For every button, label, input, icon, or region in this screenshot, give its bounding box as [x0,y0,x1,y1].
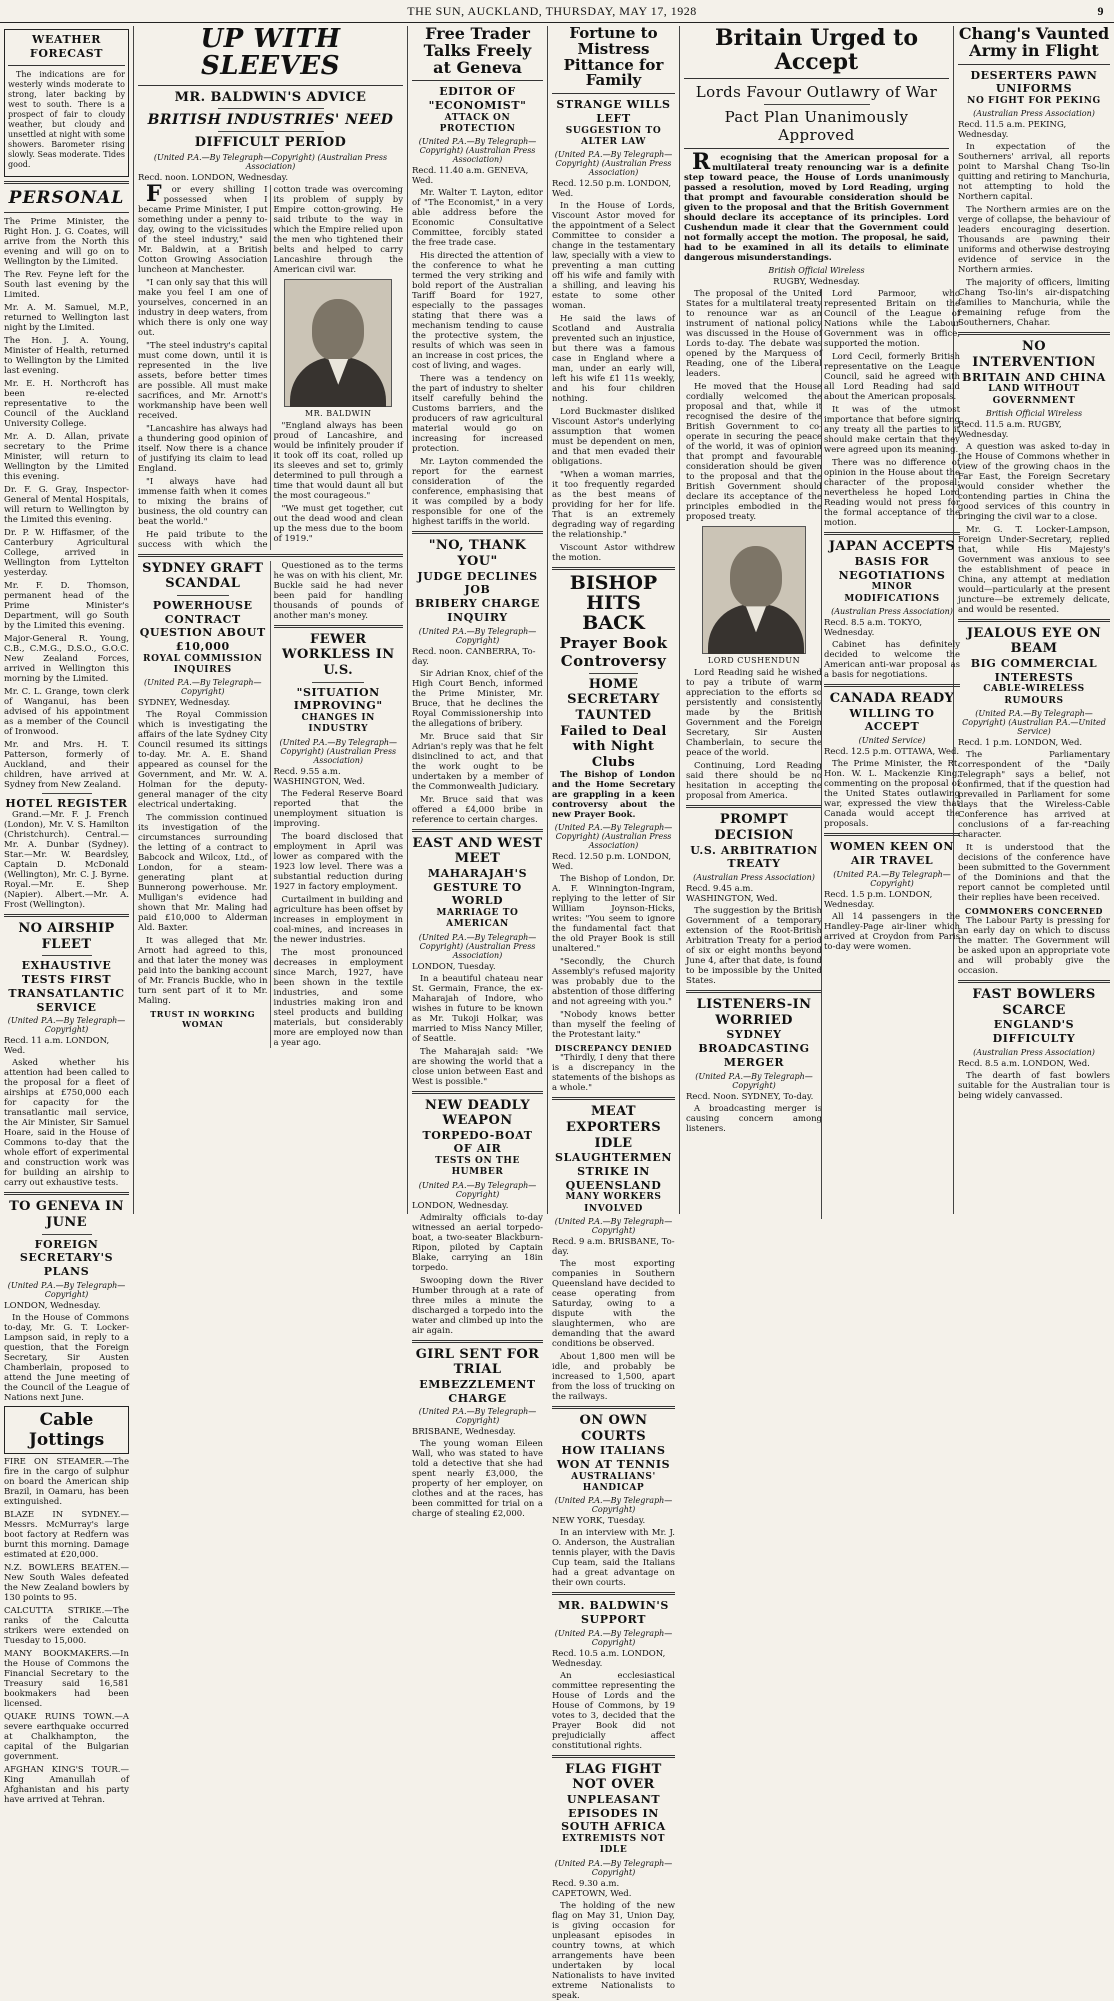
courts-headline: ON OWN COURTS [579,1412,648,1444]
weapon-headline: NEW DEADLY WEAPON [424,1097,531,1129]
japan-subhead: BASIS FOR NEGOTIATIONS [838,554,946,582]
arbitration-subhead: U.S. ARBITRATION TREATY [690,843,818,871]
listeners-dateline: Recd. Noon. SYDNEY, To-day. [686,1091,814,1102]
arbitration-byline: (Australian Press Association) [693,873,815,883]
graft-paragraph: It was alleged that Mr. Arnott had agreed to this, and that later the money was paid into the banking account of Mr. Francis Buckle, who in turn sent part of it to Mr. Maling. [138,936,268,1007]
bishop-paragraph: The Bishop of London, Dr. A. F. Winnington-Ingram, replying to the letter of Sir William Joynson-Hicks, writes: "You seem to ignore the fundamental fact that the old Prayer Book is still unaltered." [552,874,675,955]
bowlers-dateline: Recd. 8.5 a.m. LONDON, Wed. [958,1058,1090,1069]
intervention-subhead: BRITAIN AND CHINA [962,370,1106,384]
beam-paragraph: The Parliamentary correspondent of the "Daily Telegraph" says a belief, not confirmed, that if the question had prevailed in Parliament for some days that the Wireless-Cable Conference has arrived at conclusions of a far-reaching character. [958,749,1110,840]
listeners-paragraph: A broadcasting merger is causing concern among listeners. [686,1103,822,1134]
workless-subhead-2: CHANGES IN INDUSTRY [301,713,375,735]
column-6 [954,26,1114,1214]
intervention-headline: NO INTERVENTION [972,339,1096,370]
col2-lower [138,561,403,1048]
britain-subhead: Lords Favour Outlawry of War [695,83,938,102]
sleeves-paragraph: He paid tribute to the success with which the cotton trade was overcoming its problem of supply by Empire cotton-growing. He said tribute to the way in which the Empire relied upon the men who tightened their belts and helped to carry Lancashire through the American civil war. [138,184,403,550]
nothanks-paragraph: Sir Adrian Knox, chief of the High Court Bench, informed the Prime Minister, Mr. Bruce, that he declines the Royal Commissionership into the allegations of bribery. [412,668,543,729]
eastwest-subhead: MAHARAJAH'S GESTURE TO WORLD [427,866,528,908]
personal-item: Mr. and Mrs. H. T. Patterson, formerly of Auckland, and their children, have arrived at Sydney from New Zealand. [4,739,129,790]
britain-paragraph: He moved that the House cordially welcomed the proposal and that, while it recognised the desire of the British Government to co-operate in securing the peace of the world, it was of opinion that prompt and favourable consideration should be given to the proposal and that the British Government should declare its acceptance of the principles embodied in the proposed treaty. [686,382,822,523]
meat-paragraph: The most exporting companies in Southern Queensland have decided to cease operating from Saturday, owing to a dispute with the slaughtermen, who are demanding that the award conditions be observed. [552,1258,675,1349]
women-byline: (United P.A.—By Telegraph—Copyright) [833,869,951,888]
beam-headline: JEALOUS EYE ON BEAM [966,625,1102,657]
masthead-title: THE SUN, AUCKLAND, THURSDAY, MAY 17, 1928 [407,3,697,18]
meat-byline: (United P.A.—By Telegraph—Copyright) [554,1216,673,1235]
sleeves-byline: (United P.A.—By Telegraph—Copyright) (Australian Press Association) [153,152,388,171]
britain-dateline: RUGBY, Wednesday. [773,277,860,288]
personal-item: The Hon. J. A. Young, Minister of Health, returned to Wellington by the Limited last evening. [4,335,129,376]
flag-subhead-2: EXTREMISTS NOT IDLE [561,1834,666,1856]
bishop-headline: BISHOP HITS BACK [569,572,658,634]
graft-subhead-3: ROYAL COMMISSION INQUIRES [143,653,263,676]
airship-headline: NO AIRSHIP FLEET [18,921,115,952]
sleeves-paragraph: "I can only say that this will make you feel I am one of yourselves, concerned in an industry in deep waters, from which there is only one way out. [138,277,268,338]
britain-lead: Recognising that the American proposal for a multilateral treaty renouncing war is a definite step toward peace, the House of Lords unanimously passed a resolution, moved by Lord Reading, urging that prompt and favourable consideration should be given to the proposal and that the British Government should declare its acceptance of its principles. Lord Cushendun made it clear that the Government could not formally accept the motion. The proposal, he said, had to be examined in all its details to eliminate dangerous misunderstandings. [684,149,949,264]
intervention-wire: British Official Wireless [985,408,1083,418]
airship-subhead-2: TRANSATLANTIC SERVICE [8,986,125,1014]
chang-paragraph: The majority of officers, limiting Chang Tso-lin's air-dispatching families to Manchuria, while the remaining refuge from the Southerners, Chahar. [958,278,1110,329]
hotel-headline: HOTEL REGISTER [5,796,128,810]
sleeves-subhead-2: BRITISH INDUSTRIES' NEED [147,112,394,129]
column-1 [0,26,134,1805]
canada-paragraph: The Prime Minister, the Rt. Hon. W. L. Mackenzie King, commenting on the proposal of the United States outlawing war, expressed the view that Canada would accept the proposals. [824,759,960,830]
flag-headline: FLAG FIGHT NOT OVER [565,1761,662,1793]
airship-subhead: EXHAUSTIVE TESTS FIRST [21,959,112,987]
workless-paragraph: Curtailment in building and agriculture has been offset by increases in employment in coal-mines, and increases in the newer industries. [273,894,403,945]
japan-subhead-2: MINOR MODIFICATIONS [844,582,940,604]
weapon-paragraph: Admiralty officials to-day witnessed an aerial torpedo-boat, a two-seater Blackburn-Ripon, piloted by Captain Blake, carrying an 18in torpedo. [412,1212,543,1273]
fortune-paragraph: Lord Buckmaster disliked Viscount Astor's underlying assumption that women must be dependent on men, and that men evaded their obligations. [552,407,675,467]
intervention-dateline: Recd. 11.5 a.m. RUGBY, Wednesday. [958,419,1062,440]
cushendun-caption: LORD CUSHENDUN [707,656,801,666]
personal-item: Dr. F. G. Gray, Inspector-General of Mental Hospitals, will return to Wellington by the Limited this evening. [4,484,129,525]
geneva-headline: TO GENEVA IN JUNE [9,1199,124,1231]
woman-paragraph: Questioned as to the terms he was on with his client, Mr. Buckle said he had never been paid for handling thousands of pounds of another man's money. [273,560,403,621]
courts-subhead-2: AUSTRALIANS' HANDICAP [571,1471,656,1493]
bishop-lead: The Bishop of London and the Home Secretary are grappling in a keen controversy about the new Prayer Book. [552,770,675,821]
page-number: 9 [1097,3,1104,18]
jotting-item: FIRE ON STEAMER.—The fire in the cargo of sulphur on board the American ship Brazil, in Oamaru, has been extinguished. [4,1456,129,1507]
personal-list [4,217,129,790]
meat-paragraph: About 1,800 men will be idle, and probably be increased to 1,500, apart from the loss of trucking on the railways. [552,1351,675,1402]
girl-subhead: EMBEZZLEMENT CHARGE [419,1377,536,1405]
bishop-subhead-3: Failed to Deal with Night Clubs [560,723,667,770]
listeners-byline: (United P.A.—By Telegraph—Copyright) [695,1071,813,1090]
britain-subhead-2: Pact Plan Unanimously Approved [724,108,909,145]
weapon-subhead-2: TESTS ON THE HUMBER [435,1156,520,1178]
eastwest-subhead-2: MARRIAGE TO AMERICAN [436,908,519,930]
workless-paragraph: The board disclosed that employment in April was lower as compared with the 1923 low level. There was a substantial reduction during 1927 in factory employment. [273,831,403,892]
jotting-item: BLAZE IN SYDNEY.—Messrs. McMurray's large boot factory at Redfern was burnt this morning. Damage estimated at £20,000. [4,1509,129,1560]
geneva-trade-subhead-2: ATTACK ON PROTECTION [439,112,516,135]
geneva-trade-paragraph: Mr. Walter T. Layton, editor of "The Economist," in a very able address before the Economic Consultative Committee, forcibly stated the free trade case. [412,188,543,249]
meat-subhead-2: MANY WORKERS INVOLVED [565,1192,662,1214]
geneva-trade-dateline: Recd. 11.40 a.m. GENEVA, Wed. [412,166,529,187]
geneva-trade-paragraph: His directed the attention of the conference to what he termed the very striking and bold report of the Australian Tariff Board for 1927, especially to the passages stating that there was a mechanism tending to cause the protective system, the results of which was seen in an increase in cost prices, the cost of living, and wages. [412,251,543,372]
britain-paragraph: Continuing, Lord Reading said there should be no hesitation in accepting the proposal from America. [686,761,822,802]
bowlers-byline: (Australian Press Association) [973,1047,1095,1057]
fortune-paragraph: Viscount Astor withdrew the motion. [552,543,675,563]
nothanks-subhead-2: BRIBERY CHARGE INQUIRY [415,597,540,624]
weapon-subhead: TORPEDO-BOAT OF AIR [422,1128,533,1156]
workless-byline: (United P.A.—By Telegraph—Copyright) (Australian Press Association) [279,737,397,765]
chang-byline: (Australian Press Association) [973,109,1095,119]
graft-byline: (United P.A.—By Telegraph—Copyright) [144,678,262,697]
women-headline: WOMEN KEEN ON AIR TRAVEL [829,840,955,867]
fortune-paragraph: In the House of Lords, Viscount Astor moved for the appointment of a Select Committee to consider a change in the testamentary law, specially with a view to preventing a man cutting off his wife and family with a shilling, and leaving his estate to some other woman. [552,201,675,311]
column-3 [408,24,548,1520]
jotting-item: CALCUTTA STRIKE.—The ranks of the Calcutta strikers were extended on Tuesday to 15,000. [4,1605,129,1646]
column-4 [548,24,680,2001]
personal-item: Mr. F. D. Thomson, permanent head of the Prime Minister's Department, will go South by the Limited this evening. [4,580,129,631]
bowlers-headline: FAST BOWLERS SCARCE [972,986,1096,1018]
britain-paragraph: It was of the utmost importance that before signing any treaty all the parties to it should make certain that they were agreed upon its meaning. [824,405,960,456]
workless-paragraph: The Federal Reserve Board reported that the unemployment situation is improving. [273,788,403,829]
nothanks-subhead: JUDGE DECLINES JOB [417,569,538,597]
flag-paragraph: The holding of the new flag on May 31, Union Day, is giving occasion for unpleasant episodes in country towns, at which arrangements have been undertaken by local Nationalists to have invited extreme Nationalists to speak. [552,1900,675,2001]
geneva-byline: (United P.A.—By Telegraph—Copyright) [7,1280,126,1299]
flag-dateline: Recd. 9.30 a.m. CAPETOWN, Wed. [552,1878,632,1899]
listeners-headline: LISTENERS-IN WORRIED [696,997,812,1028]
courts-byline: (United P.A.—By Telegraph—Copyright) [554,1496,673,1515]
graft-dateline: SYDNEY, Wednesday. [138,698,231,709]
bishop-paragraph: "Secondly, the Church Assembly's refused majority was probably due to the abstention of those differing and not agreeing with you." [552,957,675,1008]
sleeves-subhead-3: DIFFICULT PERIOD [194,135,347,151]
sleeves-paragraph: "We must get together, cut out the dead wood and clean up the mess due to the boom of 1919." [273,503,403,544]
nothanks-paragraph: Mr. Bruce said that Sir Adrian's reply was that he felt disinclined to act, and that the work ought to be undertaken by a member of the Commonwealth Judiciary. [412,731,543,792]
girl-byline: (United P.A.—By Telegraph—Copyright) [418,1407,537,1426]
sleeves-subhead: MR. BALDWIN'S ADVICE [174,89,367,105]
workless-subhead: "SITUATION IMPROVING" [293,685,383,713]
fortune-subhead-2: SUGGESTION TO ALTER LAW [565,125,662,147]
commoners-subhead: COMMONERS CONCERNED [964,905,1104,916]
fortune-paragraph: He said the laws of Scotland and Australia prevented such an injustice, but there was a famous case in England where a man, under an early will, left his wife £1 11s weekly, and his four children nothing. [552,314,675,404]
nothanks-dateline: Recd. noon. CANBERRA, To-day. [412,646,536,667]
jottings-headline: Cable Jottings [28,1409,105,1450]
arbitration-paragraph: The suggestion by the British Government of a temporary extension of the Root-British Arbitration Treaty for a period of six or eight months beyond June 4, after that date, is found to be impossible by the United States. [686,906,822,987]
eastwest-paragraph: In a beautiful chateau near St. Germain, France, the ex-Maharajah of Indore, who wishes in future to be known as Mr. Tukoji Holkar, was married to Miss Nancy Miller, of Seattle. [412,973,543,1044]
weather-body: The indications are for westerly winds moderate to strong, later backing by west to south. There is a prospect of fair to cloudy weather, but cloudy and unsettled at night with some showers. Barometer rising slowly. Seas moderate. Tides good. [8,69,125,169]
nothanks-byline: (United P.A.—By Telegraph—Copyright) [418,626,537,645]
geneva-body: In the House of Commons to-day, Mr. G. T. Locker-Lampson said, in reply to a question, that the Foreign Secretary, Sir Austen Chamberlain, proposed to attend the June meeting of the Council of the League of Nations next June. [4,1312,129,1403]
discrepancy-paragraph: "Thirdly, I deny that there is a discrepancy in the statements of the bishops as a whole." [552,1053,675,1094]
britain-paragraph: Lord Parmoor, who represented Britain on the Council of the League of Nations while the Labour Government was in office, supported the motion. [824,289,960,350]
weather-headline: WEATHER FORECAST [29,33,104,60]
graft-subhead: POWERHOUSE CONTRACT [152,598,253,626]
sleeves-paragraph: "I always have had immense faith when it comes to mixing the brains of business, the old country can beat the world." [138,476,268,527]
graft-paragraph: The Royal Commission which is investigating the affairs of the late Sydney City Council resumed its sittings to-day. Mr. A. E. Shand appeared as counsel for the Government, and Mr. W. A. Holman for the deputy-general manager of the city electrical undertaking. [138,710,268,811]
britain-column-a [684,289,824,1219]
cushendun-portrait [702,526,806,654]
japan-byline: (Australian Press Association) [831,606,953,616]
workless-headline: FEWER WORKLESS IN U.S. [282,631,395,678]
geneva-dateline: LONDON, Wednesday. [4,1300,101,1311]
discrepancy-subhead: DISCREPANCY DENIED [554,1043,673,1054]
britain-paragraph: Lord Reading said he wished to pay a tribute of warm appreciation to the efforts so persistently and consistently made by the British Government and the Foreign Secretary, Sir Austen Chamberlain, to secure the peace of the world. [686,668,822,759]
workless-dateline: Recd. 9.55 a.m. WASHINGTON, Wed. [273,766,365,787]
weapon-paragraph: Swooping down the River Humber through at a rate of three miles a minute the discharged a torpedo into the water and climbed up into the air again. [412,1275,543,1336]
graft-paragraph: The commission continued its investigation of the circumstances surrounding the letting of a contract to Babcock and Wilcox, Ltd., of London, for a steam-generating plant at Bunnerong powerhouse. Mr. Mulligan's evidence had shown that Mr. Maling had paid £10,000 to Alderman Ald. Baxter. [138,813,268,934]
beam-subhead: BIG COMMERCIAL INTERESTS [970,656,1098,684]
personal-item: Mr. C. L. Grange, town clerk of Wanganui, has been advised of his appointment as a member of the Council of Ironwood. [4,686,129,737]
courts-paragraph: In an interview with Mr. J. O. Anderson, the Australian tennis player, with the Davis Cup team, said the Italians had a great advantage on their own courts. [552,1528,675,1589]
beam-subhead-2: CABLE-WIRELESS RUMOURS [983,684,1085,706]
graft-headline: SYDNEY GRAFT SCANDAL [142,560,264,592]
canada-subhead: WILLING TO ACCEPT [849,706,935,734]
flag-subhead: UNPLEASANT EPISODES IN SOUTH AFRICA [561,1792,666,1834]
personal-item: Mr. E. H. Northcroft has been re-elected representative to the Council of the Auckland University College. [4,378,129,429]
britain-paragraph: The proposal of the United States for a multilateral treaty to renounce war as an instrument of national policy was discussed in the House of Lords to-day. The debate was opened by the Marquess of Reading, one of the Liberal leaders. [686,289,822,380]
eastwest-byline: (United P.A.—By Telegraph—Copyright) (Australian Press Association) [418,932,537,960]
chang-subhead-2: NO FIGHT FOR PEKING [967,96,1101,107]
personal-item: The Rev. Feyne left for the South last evening by the Limited. [4,269,129,300]
baldwin-caption: MR. BALDWIN [304,408,372,418]
airship-byline: (United P.A.—By Telegraph—Copyright) [7,1016,126,1035]
airship-body: Asked whether his attention had been called to the proposal for a fleet of airships at £750,000 each for capacity for the transatlantic mail service, the Air Minister, Sir Samuel Hoare, said in the House of Commons to-day that the whole effort of experimental and construction work was for building an airship to carry out exhaustive tests. [4,1058,129,1189]
courts-dateline: NEW YORK, Tuesday. [552,1516,646,1527]
geneva-trade-subhead: EDITOR OF "ECONOMIST" [428,85,527,113]
girl-headline: GIRL SENT FOR TRIAL [415,1346,540,1378]
britain-headline: Britain Urged to Accept [714,25,918,76]
nothanks-headline: "NO, THANK YOU" [428,538,527,569]
jotting-item: AFGHAN KING'S TOUR.—King Amanullah of Afghanistan and his party have arrived at Tehran. [4,1764,129,1805]
column-2 [134,26,408,1214]
nothanks-paragraph: Mr. Bruce said that was offered a £4,000 bribe in reference to certain charges. [412,794,543,825]
jotting-item: MANY BOOKMAKERS.—In the House of Commons the Financial Secretary to the Treasury said 16,581 bookmakers had been licensed. [4,1648,129,1709]
geneva-subhead: FOREIGN SECRETARY'S PLANS [19,1237,114,1279]
beam-dateline: Recd. 1 p.m. LONDON, Wed. [958,737,1083,748]
chang-subhead: DESERTERS PAWN UNIFORMS [970,68,1098,96]
canada-byline: (United Service) [858,736,926,746]
women-dateline: Recd. 1.5 p.m. LONDON, Wednesday. [824,889,933,910]
sleeves-paragraph: "England always has been proud of Lancashire, and would be infinitely prouder if it took off its coat, rolled up its sleeves and set to, grimly determined to pull through a time that would daunt all but the most courageous." [273,420,403,501]
eastwest-paragraph: The Maharajah said: "We are showing the world that a close union between East and West is possible." [412,1046,543,1087]
weather-box [4,29,129,177]
canada-headline: CANADA READY [829,690,955,706]
eastwest-headline: EAST AND WEST MEET [412,835,543,867]
arbitration-headline: PROMPT DECISION [714,812,794,843]
bowlers-subhead: ENGLAND'S DIFFICULTY [992,1018,1076,1045]
jotting-item: QUAKE RUINS TOWN.—A severe earthquake occurred at Chalkhampton, the capital of the Bulgarian government. [4,1711,129,1762]
eastwest-dateline: LONDON, Tuesday. [412,961,496,972]
sleeves-headline: UP WITH SLEEVES [200,24,341,82]
arbitration-dateline: Recd. 9.45 a.m. WASHINGTON, Wed. [686,884,778,905]
personal-item: Dr. P. W. Hiffasmer, of the Canterbury Agricultural College, arrived in Wellington from Lyttelton yesterday. [4,527,129,578]
fortune-dateline: Recd. 12.50 p.m. LONDON, Wed. [552,179,672,199]
chang-dateline: Recd. 11.5 a.m. PEKING, Wednesday. [958,120,1067,141]
canada-dateline: Recd. 12.5 p.m. OTTAWA, Wed. [824,747,960,758]
sleeves-paragraph: "The steel industry's capital must come down, until it is represented in the live assets, before better times are possible. All must make sacrifices, and Mr. Arnott's workmanship have been well received. [138,340,268,421]
support-byline: (United P.A.—By Telegraph—Copyright) [554,1628,673,1647]
masthead [0,0,1114,23]
women-paragraph: All 14 passengers in the Handley-Page air-liner which arrived at Croydon from Paris to-day were women. [824,911,960,952]
bishop-subhead: Prayer Book Controversy [559,633,668,670]
jottings-list [4,1457,129,1805]
japan-headline: JAPAN ACCEPTS [828,539,956,555]
weapon-byline: (United P.A.—By Telegraph—Copyright) [418,1180,537,1199]
commoners-paragraph: The Labour Party is pressing for an early day on which to discuss the matter. The Government will be asked upon an appropriate vote and will probably give the occasion. [958,915,1110,976]
japan-paragraph: Cabinet has definitely decided to welcome the American anti-war proposal as a basis for negotiations. [824,639,960,680]
fortune-headline: Fortune to Mistress Pittance for Family [563,24,664,90]
hotel-body: Grand.—Mr. F. J. French (London), Mr. V. S. Hamilton (Christchurch). Central.—Mr. A. Dunbar (Sydney). Star.—Mr. W. Beardsley, Captain D. McDonald (Wellington), Mr. C. J. Byrne. Royal.—Mr. E. Shep (Napier). Albert.—Mr. A. Frost (Wellington). [4,810,129,911]
personal-item: The Prime Minister, the Right Hon. J. G. Coates, will arrive from the North this evening and will go on to Wellington by the Limited. [4,216,129,267]
airship-dateline: Recd. 11 a.m. LONDON, Wed. [4,1036,110,1057]
fortune-subhead: STRANGE WILLS LEFT [556,98,671,125]
baldwin-portrait [284,279,392,407]
column-5 [680,25,960,1214]
personal-item: Mr. A. M. Samuel, M.P., returned to Wellington last night by the Limited. [4,302,129,333]
britain-body [684,289,960,1219]
geneva-trade-byline: (United P.A.—By Telegraph—Copyright) (Australian Press Association) [418,137,537,165]
sleeves-body [138,180,403,550]
bishop-subhead-2: HOME SECRETARY TAUNTED [567,676,660,723]
britain-paragraph: Lord Cecil, formerly British representative on the League Council, said he agreed with all Lord Reading had said about the American proposals. [824,352,960,403]
meat-dateline: Recd. 9 a.m. BRISBANE, To-day. [552,1236,675,1257]
beam-paragraph: It is understood that the decisions of the conference have been submitted to the Government of the Dominions and that the report cannot be completed until their replies have been received. [958,842,1110,903]
chang-paragraph: The Northern armies are on the verge of collapse, the behaviour of leaders encouraging desertion. Thousands are pawning their uniforms and otherwise destroying evidence of service in the Northern armies. [958,205,1110,276]
weapon-dateline: LONDON, Wednesday. [412,1200,509,1211]
intervention-paragraph: Mr. G. T. Locker-Lampson, Foreign Under-Secretary, replied that, while His Majesty's Government was anxious to see the establishment of peace in China, any attempt at mediation would—particularly at the present juncture—be extremely delicate, and would be resented. [958,524,1110,615]
personal-item: Major-General R. Young, C.B., C.M.G., D.S.O., G.O.C. New Zealand Forces, arrived in Wellington this morning by the Limited. [4,633,129,684]
flag-byline: (United P.A.—By Telegraph—Copyright) [554,1858,673,1877]
fortune-paragraph: "When a woman marries, it too frequently regarded as the best means of providing for her for life. That is an extremely degrading way of regarding the relationship." [552,470,675,540]
fortune-byline: (United P.A.—By Telegraph—Copyright) (Australian Press Association) [554,150,673,177]
meat-headline: MEAT EXPORTERS IDLE [565,1104,662,1151]
beam-byline: (United P.A.—By Telegraph—Copyright) (Australian P.A.—United Service) [962,708,1106,736]
geneva-trade-headline: Free Trader Talks Freely at Geneva [423,24,532,77]
britain-paragraph: There was no difference of opinion in the House about the character of the proposal; nevertheless he hoped Lord Reading would not press for the formal acceptance of the motion. [824,458,960,529]
geneva-trade-paragraph: Mr. Layton commended the report for the earnest consideration of the conference, emphasising that it was compiled by a body responsible for one of the highest tariffs in the world. [412,457,543,528]
support-paragraph: An ecclesiastical committee representing the House of Lords and the House of Commons, by 19 votes to 3, decided that the Prayer Book did not prejudicially affect constitutional rights. [552,1670,675,1751]
graft-subhead-2: QUESTION ABOUT £10,000 [139,626,266,654]
personal-headline: PERSONAL [8,187,125,208]
sleeves-dateline: Recd. noon. LONDON, Wednesday. [138,172,289,183]
bishop-dateline: Recd. 12.50 p.m. LONDON, Wed. [552,852,672,873]
intervention-paragraph: A question was asked to-day in the House of Commons whether in view of the growing chaos in the Far East, the Foreign Secretary would consider whether the contending parties in China the good services of this country in bringing the civil war to a close. [958,441,1110,522]
woman-subhead: TRUST IN WORKING WOMAN [150,1009,256,1030]
courts-subhead: HOW ITALIANS WON AT TENNIS [556,1444,671,1471]
sleeves-paragraph: "Lancashire has always had a thundering good opinion of itself. Now there is a chance of justifying its claim to lead England. [138,423,268,474]
personal-item: Mr. A. D. Allan, private secretary to the Prime Minister, will return to Wellington by the Limited this evening. [4,431,129,482]
jotting-item: N.Z. BOWLERS BEATEN.—New South Wales defeated the New Zealand bowlers by 130 points to 95. [4,1562,129,1603]
support-dateline: Recd. 10.5 a.m. LONDON, Wednesday. [552,1648,666,1669]
britain-wire: British Official Wireless [768,266,865,276]
meat-subhead: SLAUGHTERMEN STRIKE IN QUEENSLAND [554,1151,673,1192]
geneva-trade-paragraph: There was a tendency on the part of industry to shelter itself carefully behind the Customs barriers, and the producers of raw agricultural material would go on increasing for increased protection. [412,374,543,455]
chang-headline: Chang's Vaunted Army in Flight [958,24,1110,60]
girl-dateline: BRISBANE, Wednesday. [412,1427,516,1438]
bowlers-paragraph: The dearth of fast bowlers suitable for the Australian tour is being widely canvassed. [958,1070,1110,1101]
intervention-subhead-2: LAND WITHOUT GOVERNMENT [988,384,1080,406]
support-headline: MR. BALDWIN'S SUPPORT [558,1599,669,1626]
bishop-byline: (United P.A.—By Telegraph—Copyright) (Australian Press Association) [554,823,673,851]
britain-column-b [821,289,962,1219]
sleeves-paragraph: For every shilling I possessed when I became Prime Minister, I put something under a penny to-day, owing to the vicissitudes of the steel industry," said Mr. Baldwin, at a British Cotton Growing Association luncheon at Manchester. [138,180,268,275]
jottings-box [4,1406,129,1454]
chang-paragraph: In expectation of the Southerners' arrival, all reports point to Marshal Chang Tso-lin quitting and retiring to Manchuria, not attempting to hold the Northern capital. [958,142,1110,203]
girl-paragraph: The young woman Eileen Wall, who was stated to have told a detective that she had spent nearly £3,000, the property of her employer, on clothes and at the races, has been committed for trial on a charge of stealing £2,000. [412,1439,543,1520]
japan-dateline: Recd. 8.5 a.m. TOKYO, Wednesday. [824,617,923,638]
bishop-paragraph: "Nobody knows better than myself the feeling of the Protestant laity." [552,1010,675,1041]
listeners-subhead: SYDNEY BROADCASTING MERGER [698,1028,810,1069]
workless-paragraph: The most pronounced decreases in employment since March, 1927, have been shown in the textile industries, and some industries making iron and steel products and building materials, but considerably more are employed now than a year ago. [273,947,403,1048]
